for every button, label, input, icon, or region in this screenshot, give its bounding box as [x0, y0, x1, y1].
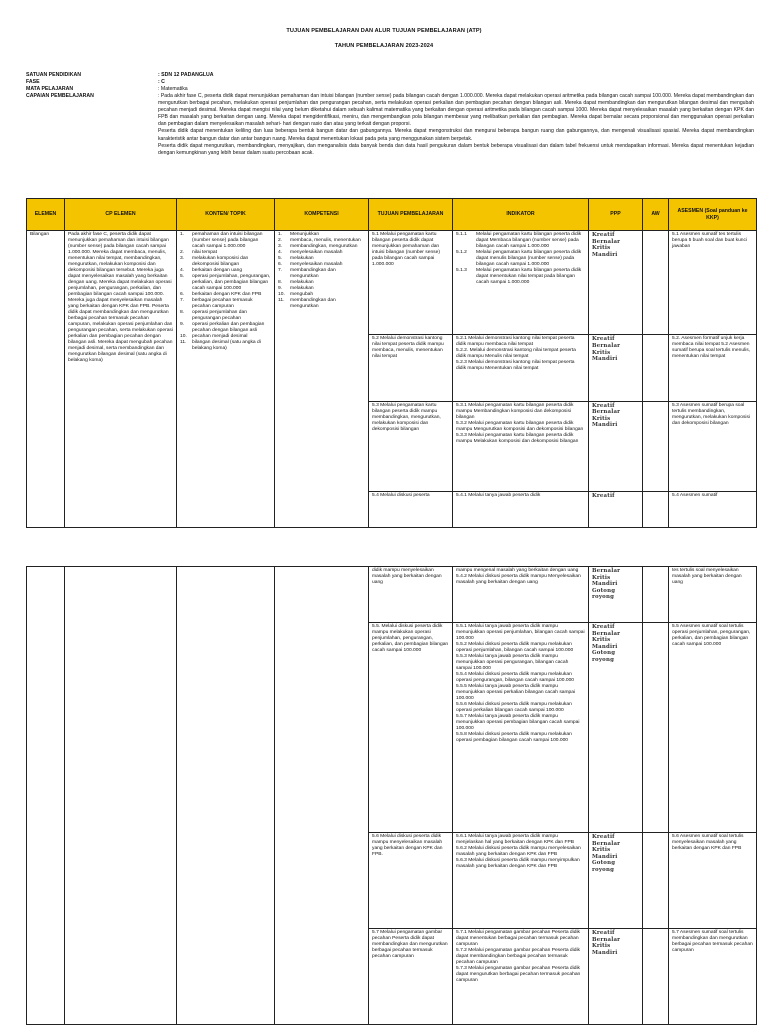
cell-indikator [453, 567, 589, 623]
meta-value: : SDN 12 PADANGLUA [158, 72, 214, 78]
indikator-text: Melalui pengamatan kartu bilangan peserta didik dapat Membaca bilangan (number sense) pada bilangan cacah sampai 1.000.000 [476, 232, 582, 249]
header-asesmen: ASESMEN (Soal panduan ke KKP) [669, 199, 757, 231]
indikator-item [456, 421, 585, 433]
cell-konten [177, 231, 275, 528]
indikator-number: 5.1.3 [456, 268, 467, 273]
cp-paragraph: : Pada akhir fase C, peserta didik dapat menunjukkan pemahaman dan intuisi bilangan (number sense) pada bilangan cacah dengan 1.000.000. Mereka dapat melakukan operasi aritmetika pada bilangan cacah sampai 100.000. Mereka dapat membandingkan dan mengurutkan berbagai pecahan, melakukan operasi penjumlahan dan pengurangan pecahan, serta melakukan operasi perkalian dan pembagian pecahan dengan bilangan asli. Mereka dapat membandingkan dan mengurutkan bilangan desimal dan mengubah pecahan menjadi desimal. Mereka dapat mengisi nilai yang belum diketahui dalam sebuah kalimat matematika yang berkaitan dengan operasi aritmetika pada bilangan cacah sampai 1000. Mereka dapat menyelesaikan masalah yang berkaitan dengan KPK dan FPB dan masalah yang berkaitan dengan uang. Mereka dapat mengidentifikasi, meniru, dan mengembangkan pola bilangan membesar yang melibatkan perkalian dan pembagian. Mereka dapat bernalar secara proporsional dan menggunakan operasi perkalian dan pembagian dalam menyelesaikan masalah sehari- hari dengan rasio dan atau yang terkait dengan proporsi. [158, 93, 754, 128]
ppp-value: Kritis [592, 415, 611, 422]
table-row [27, 567, 757, 623]
cell-indikator [453, 623, 589, 833]
meta-key: FASE [26, 79, 40, 85]
ppp-value: Mandiri [592, 643, 618, 650]
meta-key: CAPAIAN PEMBELAJARAN [26, 93, 94, 99]
header-aw: AW [643, 199, 669, 231]
cell-cp-elemen: Pada akhir fase C, peserta didik dapat menunjukkan pemahaman dan intuisi bilangan (number sense) pada bilangan cacah sampai 1.000.000. Mereka dapat membaca, menulis, menentukan nilai tempat, membandingkan, mengurutkan, melakukan komposisi dan dekomposisi bilangan tersebut. Mereka juga dapat menyelesaikan masalah yang berkaitan dengan uang. Mereka dapat melakukan operasi penjumlahan, pengurangan, perkalian, dan pembagian bilangan cacah sampai 100.000. Mereka juga dapat menyelesaikan masalah yang berkaitan dengan KPK dan FPB. Peserta didik dapat membandingkan dan mengurutkan berbagai pecahan termasuk pecahan campuran, melakukan operasi penjumlahan dan pengurangan pecahan, serta melakukan operasi perkalian dan pembagian pecahan dengan bilangan asli. Mereka dapat mengubah pecahan menjadi desimal, serta membandingkan dan mengurutkan bilangan desimal (satu angka di belakang koma) [65, 231, 177, 528]
indikator-item [456, 493, 585, 499]
header-cp-elemen: CP ELEMEN [65, 199, 177, 231]
indikator-text: 5.6.2 Melalui diskusi peserta didik mampu menyelesaikan masalah yang berkaitan dengan KPK dan FPB [456, 846, 581, 857]
meta-row-fase [26, 79, 756, 86]
item-text: operasi perkalian dan pembagian pecahan dengan bilangan asli [192, 322, 265, 333]
item-text: membandingkan dan mengurutkan [290, 268, 336, 279]
item-number: 6. [180, 292, 185, 297]
indikator-item [456, 834, 585, 846]
item-number: 6. [278, 262, 283, 267]
ppp-value: Kritis [592, 637, 611, 644]
ppp-value: Mandiri [592, 949, 618, 956]
ppp-value: royong [592, 594, 615, 601]
page-gap [0, 528, 768, 566]
item-number: 2. [180, 250, 185, 255]
item-number: 1. [278, 232, 283, 237]
capaian-pembelajaran-text [158, 93, 754, 157]
indikator-item [456, 232, 585, 250]
item-text: operasi penjumlahan dan pengurangan pecahan [192, 310, 247, 321]
cell-asesmen: 5.4 Asesmen sumatif [669, 491, 757, 527]
cell-tujuan: 5.5. Melalui diskusi peserta didik mampu melakukan operasi penjumlahan, pengurangan, perkalian, dan pembagian bilangan cacah sampai 100.000 [369, 623, 453, 833]
indikator-text: 5.2.2. Melalui demonstrasi kantong nilai tempat peserta didik mampu Menulis nilai tempat [456, 348, 576, 360]
cell-aw [643, 491, 669, 527]
ppp-value: Kreatif [592, 834, 615, 840]
indikator-item [456, 858, 585, 870]
cell-asesmen: tes tertulis soal menyelesaikan masalah yang berkaitan dengan uang [669, 567, 757, 623]
ppp-value: Mandiri [592, 422, 618, 429]
indikator-item [456, 966, 585, 984]
indikator-text: 5.5.4 Melalui diskusi peserta didik mampu melakukan operasi pengurangan, bilangan cacah sampai 100.000 [456, 672, 575, 683]
indikator-number: 5.1.1 [456, 232, 467, 237]
kompetensi-list [278, 232, 365, 310]
cell-ppp [589, 567, 643, 623]
cell-indikator [453, 335, 589, 401]
indikator-text: 5.5.7 Melalui tanya jawab peserta didik mampu menunjukkan operasi pembagian bilangan cacah sampai 100.000 [456, 714, 580, 731]
indikator-text: 5.7.1 Melalui pengamatan gambar pecahan Peserta didik dapat menentukan berbagai pecahan termasuk pecahan campuran [456, 930, 580, 947]
ppp-value: Kreatif [592, 402, 615, 409]
item-text: melakukan [290, 256, 314, 261]
ppp-value: Bernalar [592, 568, 621, 574]
cell-tujuan: 5.6 Melalui diskusi peserta didik mampu menyelesaikan masalah yang berkaitan dengan KPK dan FPB. [369, 833, 453, 929]
ppp-value: Gotong [592, 860, 616, 867]
indikator-text: 5.5.3 Melalui tanya jawab peserta didik mampu menunjukkan operasi pengurangan, bilangan cacah sampai 100.000 [456, 654, 569, 671]
indikator-text: 5.5.2 Melalui diskusi peserta didik mampu melakukan operasi penjumlahan, bilangan cacah sampai 100.000 [456, 642, 574, 653]
indikator-item [456, 672, 585, 684]
ppp-value: royong [592, 656, 615, 663]
cell-indikator [453, 833, 589, 929]
item-text: berbagai pecahan termasuk pecahan campuran [192, 298, 253, 309]
item-text: melakukan komposisi dan dekomposisi bilangan [192, 256, 249, 267]
indikator-text: Melalui pengamatan kartu bilangan peserta didik dapat menulis bilangan (number sense) pada bilangan cacah sampai 1.000.000 [476, 250, 582, 267]
item-number: 3. [180, 256, 185, 261]
indikator-item [456, 348, 585, 360]
indikator-item [456, 714, 585, 732]
item-number: 5. [180, 274, 185, 279]
table-row [27, 231, 757, 335]
konten-list-item [180, 274, 271, 292]
indikator-text: 5.5.6 Melalui diskusi peserta didik mampu melakukan operasi perkalian bilangan cacah sampai 100.000 [456, 702, 572, 713]
cell-ppp [589, 335, 643, 401]
cell-asesmen: 5.6 Asesmen sumatif soal tertulis menyelesaikan masalah yang berkaitan dengan KPK dan FPB [669, 833, 757, 929]
cell-asesmen: 5.5 Asesmen sumatif soal tertulis operasi penjumlahan, pengurangan, perkalian, dan pembagian bilangan cacah sampai 100.000 [669, 623, 757, 833]
item-number: 11. [180, 340, 187, 345]
ppp-value: Gotong [592, 650, 616, 657]
cell-aw [643, 335, 669, 401]
cell-aw [643, 231, 669, 335]
ppp-value: Mandiri [592, 581, 618, 588]
meta-key: SATUAN PENDIDIKAN [26, 72, 81, 78]
meta-row-mapel [26, 86, 756, 93]
cell-tujuan: 5.4 Melalui diskusi peserta [369, 491, 453, 527]
item-number: 7. [278, 268, 283, 273]
ppp-value: Mandiri [592, 356, 618, 363]
item-number: 5. [278, 256, 283, 261]
document-subtitle: TAHUN PEMBELAJARAN 2023-2024 [334, 43, 434, 49]
indikator-text: 5.6.1 Melalui tanya jawab peserta didik mampu menjelaskan hal yang berkaitan dengan KPK dan FPB [456, 834, 574, 845]
item-number: 10. [180, 334, 187, 339]
cell-kompetensi [275, 567, 369, 1025]
item-text: Menunjukkan [290, 232, 320, 237]
item-text: operasi penjumlahan, pengurangan, perkalian, dan pembagian bilangan cacah sampai 100.000 [192, 274, 271, 291]
meta-row-cp [26, 93, 756, 157]
cell-elemen [27, 567, 65, 1025]
ppp-value: Kreatif [592, 930, 615, 936]
ppp-value: royong [592, 866, 615, 873]
document-title: TUJUAN PEMBELAJARAN DAN ALUR TUJUAN PEMBELAJARAN (ATP) [286, 28, 482, 34]
ppp-value: Mandiri [592, 251, 618, 258]
cell-asesmen: 5.3 Asesmen sumatif berupa soal tertulis membandingkan, mengurutkan, melakukan komposisi dan dekomposisi bilangan [669, 401, 757, 491]
indikator-text: 5.3.2 Melalui pengamatan kartu bilangan peserta didik mampu Mengurutkan komposisi dan dekomposisi bilangan [456, 420, 584, 432]
cell-indikator [453, 401, 589, 491]
item-text: mengubah [290, 292, 314, 297]
indikator-number: 5.1.2 [456, 250, 467, 255]
header-ppp: PPP [589, 199, 643, 231]
item-number: 9. [180, 322, 185, 327]
indikator-item [456, 948, 585, 966]
kompetensi-list-item [278, 268, 365, 280]
cell-aw [643, 401, 669, 491]
cell-ppp [589, 231, 643, 335]
item-number: 4. [180, 268, 185, 273]
item-text: melakukan [290, 286, 314, 291]
indikator-text: 5.7.3 Melalui pengamatan gambar pecahan Peserta didik dapat mengurutkan berbagai pecahan termasuk pecahan campuran [456, 966, 581, 983]
indikator-text: 5.3.1 Melalui pengamatan kartu bilangan peserta didik mampu Membandingkan komposisi dan dekomposisi bilangan [456, 402, 574, 420]
item-number: 3. [278, 244, 283, 249]
cell-ppp [589, 833, 643, 929]
cell-aw [643, 567, 669, 623]
indikator-text: 5.5.1 Melalui tanya jawab peserta didik mampu menunjukkan operasi penjumlahan, bilangan cacah sampai 100.000 [456, 624, 585, 641]
item-number: 7. [180, 298, 185, 303]
cell-tujuan: 5.1 Melalui pengamatan kartu bilangan peserta didik dapat menunjukkan pemahaman dan intuisi bilangan (number sense) pada bilangan cacah sampai 1.000.000 [369, 231, 453, 335]
konten-list-item [180, 256, 271, 268]
kompetensi-list-item [278, 298, 365, 310]
indikator-item [456, 360, 585, 372]
atp-table-page-2 [26, 566, 757, 1025]
item-number: 8. [180, 310, 185, 315]
ppp-value: Bernalar [592, 840, 621, 847]
indikator-item [456, 654, 585, 672]
ppp-value: Bernalar [592, 630, 621, 637]
header-kompetensi: KOMPETENSI [275, 199, 369, 231]
ppp-value: Kritis [592, 943, 611, 950]
cp-paragraph: Peserta didik dapat menentukan keliling dan luas beberapa bentuk bangun datar dan gabungannya. Mereka dapat mengonstruksi dan mengurai beberapa bangun ruang dan gabungannya, dan mengenali visualisasi spasial. Mereka dapat membandingkan karakteristik antar bangun datar dan antar bangun ruang. Mereka dapat menentukan lokasi pada peta yang menggunakan sistem berpetak. [158, 128, 754, 142]
indikator-text: 5.5.8 Melalui diskusi peserta didik mampu melakukan operasi pembagian bilangan cacah sampai 100.000 [456, 732, 572, 743]
ppp-value: Bernalar [592, 409, 621, 416]
item-text: pemahaman dan intuisi bilangan (number sense) pada bilangan cacah sampai 1.000.000 [192, 232, 263, 249]
ppp-value: Bernalar [592, 342, 621, 349]
cell-indikator [453, 929, 589, 1025]
item-number: 8. [278, 280, 283, 285]
indikator-text: mampu mengenal masalah yang berkaitan dengan uang [456, 568, 579, 573]
indikator-item [456, 930, 585, 948]
item-text: bilangan desimal (satu angka di belakang koma) [192, 340, 261, 351]
konten-list [180, 232, 271, 352]
item-text: menyelesaikan masalah [290, 250, 343, 255]
cell-tujuan: 5.7 Melalui pengamatan gambar pecahan Peserta didik dapat membandingkan dan mengurutkan berbagai pecahan termasuk pecahan campuran [369, 929, 453, 1025]
ppp-value: Kritis [592, 847, 611, 854]
konten-list-item [180, 310, 271, 322]
header-indikator: INDIKATOR [453, 199, 589, 231]
item-text: membaca, menulis, menentukan [290, 238, 361, 243]
ppp-value: Kritis [592, 574, 611, 581]
cell-aw [643, 833, 669, 929]
cell-aw [643, 623, 669, 833]
cell-ppp [589, 401, 643, 491]
indikator-text: 5.2.3 Melalui demonstrasi kantong nilai tempat peserta didik mampu Menentukan nilai tempat [456, 360, 575, 372]
item-number: 10. [278, 292, 285, 297]
konten-list-item [180, 232, 271, 250]
indikator-item [456, 684, 585, 702]
item-number: 1. [180, 232, 185, 237]
item-text: pecahan menjadi desimal [192, 334, 248, 339]
indikator-item [456, 250, 585, 268]
meta-block [26, 72, 756, 157]
indikator-item [456, 732, 585, 744]
item-text: berkaitan dengan KPK dan FPB [192, 292, 262, 297]
cell-tujuan: didik mampu menyelesaikan masalah yang berkaitan dengan uang [369, 567, 453, 623]
indikator-item [456, 268, 585, 286]
item-number: 11. [278, 298, 285, 303]
indikator-item [456, 702, 585, 714]
indikator-text: 5.6.3 Melalui diskusi peserta didik mampu menyimpulkan masalah yang berkaitan dengan KPK dan FPB [456, 858, 580, 869]
cell-asesmen: 5.1 Asesmen sumatif tes tertulis berupa 5 buah soal dan buat kunci jawaban [669, 231, 757, 335]
item-text: melakukan [290, 280, 314, 285]
cell-kompetensi [275, 231, 369, 528]
cell-ppp [589, 929, 643, 1025]
indikator-item [456, 574, 585, 586]
konten-list-item [180, 322, 271, 334]
table-header-row [27, 199, 757, 231]
item-text: membandingkan, mengurutkan [290, 244, 358, 249]
cell-asesmen: 5.2. Asesmen formatif unjuk kerja membaca nilai tempat 5.2 Asesmen sumatif berupa soal tertulis menulis, menentukan nilai tempat [669, 335, 757, 401]
cell-tujuan: 5.2 Melalui demonstrasi kantong nilai tempat peserta didik mampu membaca, menulis, menentukan nilai tempat [369, 335, 453, 401]
meta-value: : C [158, 79, 165, 85]
ppp-value: Kritis [592, 245, 611, 252]
cp-paragraph: Peserta didik dapat mengurutkan, membandingkan, menyajikan, dan menganalisis data banyak benda dan data hasil pengukuran dalam bentuk beberapa visualisasi dan dalam tabel frekuensi untuk mendapatkan informasi. Mereka dapat menentukan kejadian dengan kemungkinan yang lebih besar dalam suatu percobaan acak. [158, 142, 754, 156]
indikator-text: 5.7.2 Melalui pengamatan gambar pecahan Peserta didik dapat membandingkan berbagai pecahan termasuk pecahan campuran [456, 948, 580, 965]
meta-row-satuan [26, 72, 756, 79]
item-text: menyelesaikan masalah [290, 262, 343, 267]
indikator-item [456, 336, 585, 348]
header-konten: KONTEN/ TOPIK [177, 199, 275, 231]
indikator-text: 5.4.2 Melalui diskusi peserta didik mampu Menyelesaikan masalah yang berkaitan dengan uang [456, 574, 581, 585]
cell-ppp [589, 491, 643, 527]
ppp-value: Kritis [592, 349, 611, 356]
indikator-item [456, 433, 585, 445]
item-text: membandingkan dan mengurutkan [290, 298, 336, 309]
ppp-value: Kreatif [592, 232, 615, 238]
indikator-text: 5.2.1 Melalui demonstrasi kantong nilai tempat peserta didik mampu membaca nilai tempat [456, 336, 575, 348]
indikator-item [456, 642, 585, 654]
document-page-2 [0, 566, 768, 1024]
ppp-value: Gotong [592, 587, 616, 594]
meta-value: : Matematika [158, 86, 188, 92]
ppp-value: Kreatif [592, 492, 615, 499]
indikator-item [456, 624, 585, 642]
atp-table-page-1 [26, 198, 757, 528]
item-number: 2. [278, 238, 283, 243]
cell-indikator [453, 491, 589, 527]
ppp-value: Bernalar [592, 936, 621, 943]
item-number: 9. [278, 286, 283, 291]
cell-ppp [589, 623, 643, 833]
indikator-text: 5.4.1 Melalui tanya jawab peserta didik [456, 492, 541, 498]
ppp-value: Bernalar [592, 238, 621, 245]
header-tujuan: TUJUAN PEMBELAJARAN [369, 199, 453, 231]
indikator-item [456, 403, 585, 421]
cell-aw [643, 929, 669, 1025]
ppp-value: Mandiri [592, 853, 618, 860]
meta-key: MATA PELAJARAN [26, 86, 74, 92]
konten-list-item [180, 298, 271, 310]
ppp-value: Kreatif [592, 624, 615, 630]
indikator-text: Melalui pengamatan kartu bilangan peserta didik dapat menentukan nilai tempat pada bilangan cacah sampai 1.000.000 [476, 268, 582, 285]
indikator-item [456, 846, 585, 858]
item-number: 4. [278, 250, 283, 255]
cell-elemen: Bilangan [27, 231, 65, 528]
cell-asesmen: 5.7 Asesmen sumatif soal tertulis membandingkan dan mengurutkan berbagai pecahan termasuk pecahan campuran [669, 929, 757, 1025]
item-text: berkaitan dengan uang [192, 268, 243, 273]
ppp-value: Kreatif [592, 336, 615, 343]
konten-list-item [180, 340, 271, 352]
cell-konten [177, 567, 275, 1025]
indikator-text: 5.3.3 Melalui pengamatan kartu bilangan peserta didik mampu Melakukan komposisi dan dekomposisi bilangan [456, 432, 579, 444]
indikator-text: 5.5.5 Melalui tanya jawab peserta didik mampu menunjukkan operasi perkalian bilangan cacah sampai 100.000 [456, 684, 576, 701]
cell-cp-elemen [65, 567, 177, 1025]
cell-tujuan: 5.3 Melalui pengamatan kartu bilangan peserta didik mampu membandingkan, mengurutkan, melakukan komposisi dan dekomposisi bilangan [369, 401, 453, 491]
header-elemen: ELEMEN [27, 199, 65, 231]
item-text: nilai tempat [192, 250, 218, 255]
cell-indikator [453, 231, 589, 335]
